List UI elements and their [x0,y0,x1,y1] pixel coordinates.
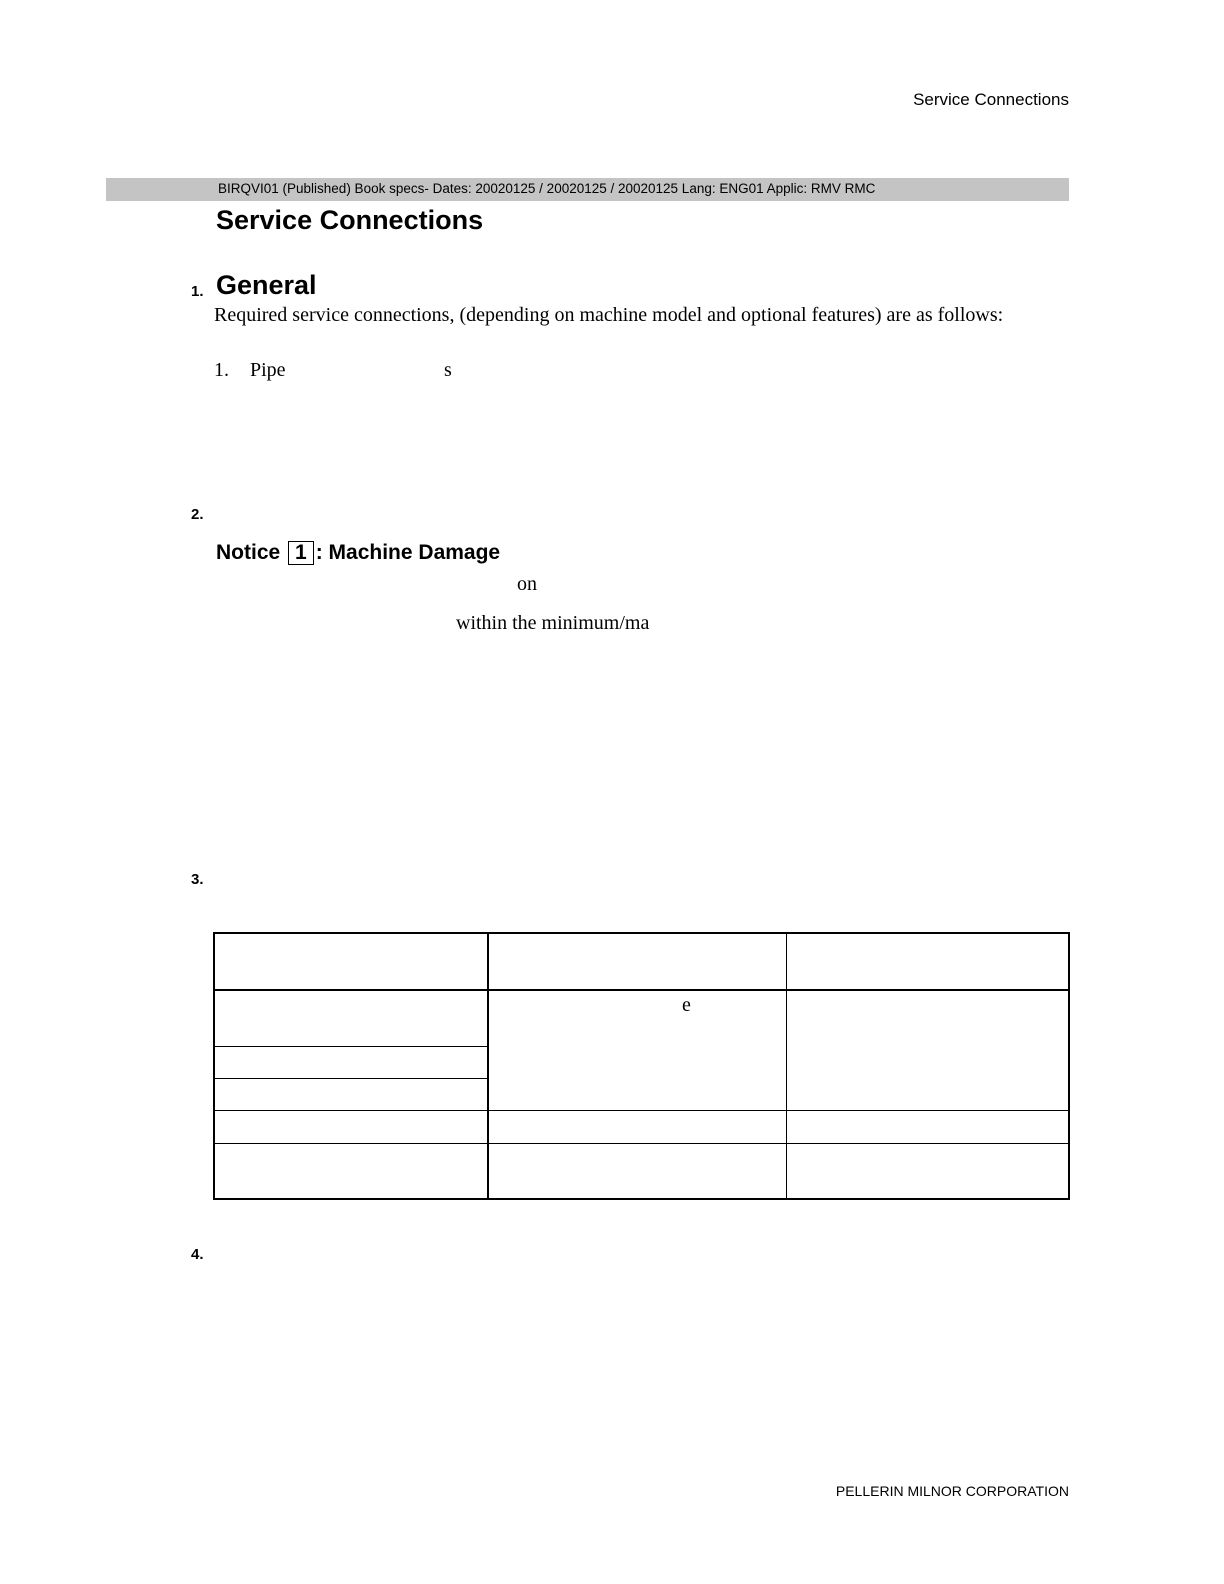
list-item-fragment: s [444,359,452,381]
notice-suffix: : Machine Damage [315,541,501,564]
table-col-divider [487,932,489,1200]
list-item-text: Pipe [250,359,286,381]
table-row-divider [213,1143,1070,1144]
running-header: Service Connections [913,90,1069,109]
spec-bar [106,178,1069,201]
section-4-number: 4. [191,1246,204,1263]
connections-table [213,932,1070,1200]
section-2-number: 2. [191,506,204,523]
table-cell-fragment: e [682,994,691,1016]
notice-heading [216,541,500,565]
notice-text-fragment-1: on [517,573,537,595]
page-footer: PELLERIN MILNOR CORPORATION [835,1483,1069,1499]
table-col-divider [786,932,787,1200]
table-row-divider [213,1046,488,1047]
table-row-divider [213,1078,488,1079]
section-1-number: 1. [191,283,204,300]
page-title: Service Connections [216,205,484,235]
section-1-paragraph: Required service connections, (depending on machine model and optional features) are as follows: [214,304,1004,326]
notice-number-box: 1 [288,541,314,565]
list-item-number: 1. [214,359,229,381]
notice-text-fragment-2: within the minimum/ma [456,612,650,634]
table-row-divider [213,1110,1070,1111]
spec-bar-text: BIRQVI01 (Published) Book specs- Dates: 20020125 / 20020125 / 20020125 Lang: ENG01 Applic: RMV RMC [218,181,876,196]
section-1-heading: General [216,270,317,300]
notice-prefix: Notice [216,541,281,564]
section-3-number: 3. [191,871,204,888]
table-header-divider [213,989,1070,991]
